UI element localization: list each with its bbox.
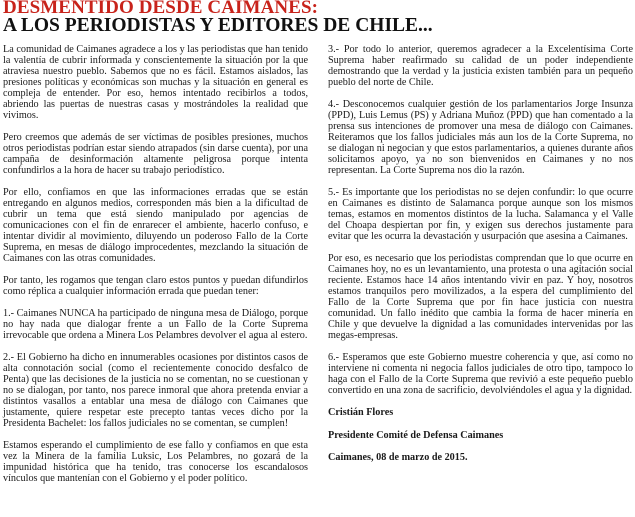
signature-place-date: Caimanes, 08 de marzo de 2015.	[328, 452, 468, 463]
paragraph-victims: Pero creemos que además de ser víctimas de posibles presiones, muchos otros periodistas podrían estar siendo atrapados (sin darse cuenta), por una campaña de desinformación altamente peligrosa porque intenta confundirlos a la hora de hacer su trabajo periodístico.	[3, 132, 308, 176]
paragraph-context: Por eso, es necesario que los periodistas comprendan que lo que ocurre en Caimanes hoy, no es un levantamiento, una protesta o una agitación social reciente. Estamos hace 14 años intentando vivir en paz. Y hoy, nosotros estamos tranquilos pero movilizados, a la espera del cumplimiento del Fallo de la Corte Suprema que por fin hace justicia con nuestra comunidad. Un fallo inédito que cambia la forma de hacer minería en Chile y que devuelve la dignidad a las comunidades intervenidas por las megas-empresas.	[328, 253, 633, 341]
point-2: 2.- El Gobierno ha dicho en innumerables ocasiones por distintos casos de alta connotación social (como el recientemente conocido desfalco de Penta) que las decisiones de la justicia no se comentan, no se cuestionan y no se dialogan, por tanto, nos parece inmoral que ahora pretenda enviar a distintos vasallos a entablar una mesa de diálogo con Caimanes que justamente, quiere respetar este precepto tantas veces dicho por la Presidenta Bachelet: los fallos judiciales no se comentan, se cumplen!	[3, 352, 308, 429]
paragraph-request: Por tanto, les rogamos que tengan claro estos puntos y puedan difundirlos como réplica a cualquier información errada que puedan tener:	[3, 275, 308, 297]
paragraph-misinformation: Por ello, confiamos en que las informaciones erradas que se están entregando en algunos medios, corresponden más bien a la dificultad de cubrir un tema que está siendo manipulado por agencias de comunicaciones con el fin de enrarecer el ambiente, hacerlo confuso, e intentar dividir al movimiento, diluyendo un poderoso Fallo de la Corte Suprema, en mesas de diálogo improcedentes, mezclando la situación de Caimanes con las otras comunidades.	[3, 187, 308, 264]
point-6: 6.- Esperamos que este Gobierno muestre coherencia y que, así como no interviene ni comenta ni negocia fallos judiciales de otro tipo, tampoco lo haga con el Fallo de la Corte Suprema que revivió a este pequeño pueblo convertido en una zona de sacrificio, devolviéndoles el agua y la dignidad.	[328, 352, 633, 396]
point-5: 5.- Es importante que los periodistas no se dejen confundir: lo que ocurre en Caimanes es distinto de Salamanca porque aunque son los mismos temas, estamos en momentos distintos de la lucha. Salamanca y el Valle del Choapa despiertan por fin, y exigen sus derechos justamente para evitar que les ocurra la devastación y usurpación que asesina a Caimanes.	[328, 187, 633, 242]
right-column	[328, 44, 633, 475]
signature-role: Presidente Comité de Defensa Caimanes	[328, 429, 504, 441]
article-kicker: DESMENTIDO DESDE CAIMANES:	[3, 0, 319, 18]
point-1: 1.- Caimanes NUNCA ha participado de ninguna mesa de Diálogo, porque no hay nada que dialogar frente a un Fallo de la Corte Suprema irrevocable que ordena a Minera Los Pelambres devolver el agua al estero.	[3, 308, 308, 341]
paragraph-expectation: Estamos esperando el cumplimiento de ese fallo y confiamos en que esta vez la Minera de la familia Luksic, Los Pelambres, no gozará de la impunidad histórica que ha tenido, tras conocerse los escandalosos vínculos que mantenían con el Gobierno y el poder político.	[3, 440, 308, 484]
paragraph-intro: La comunidad de Caimanes agradece a los y las periodistas que han tenido la valentía de cubrir informada y conscientemente la situación por la que atraviesa nuestro pueblo. Sabemos que no es fácil. Estamos aislados, las presiones políticas y económicas son muchas y la situación en general es compleja de entender. Por eso, hemos intentado recibirlos a todos, abriendo las puertas de nuestras casas y mostrándoles la realidad que vivimos.	[3, 44, 308, 121]
point-3: 3.- Por todo lo anterior, queremos agradecer a la Excelentísima Corte Suprema haber reafirmado su calidad de un poder independiente demostrando que la verdad y la justicia existen también para un pequeño pueblo del norte de Chile.	[328, 44, 633, 88]
article-title: A LOS PERIODISTAS Y EDITORES DE CHILE...	[3, 15, 433, 36]
signature-name: Cristián Flores	[328, 407, 394, 418]
point-4: 4.- Desconocemos cualquier gestión de los parlamentarios Jorge Insunza (PPD), Luis Lemus (PS) y Adriana Muñoz (PPD) que han comentado a la prensa sus intenciones de promover una mesa de diálogo con Caimanes. Reiteramos que los fallos judiciales más aun los de la Corte Suprema, no se dialogan ni negocian y que estos parlamentarios, a quienes durante años solicitamos apoyo, ya no son bienvenidos en Caimanes y no nos representan. La Corte Suprema nos dio la razón.	[328, 99, 633, 176]
left-column	[3, 44, 308, 495]
